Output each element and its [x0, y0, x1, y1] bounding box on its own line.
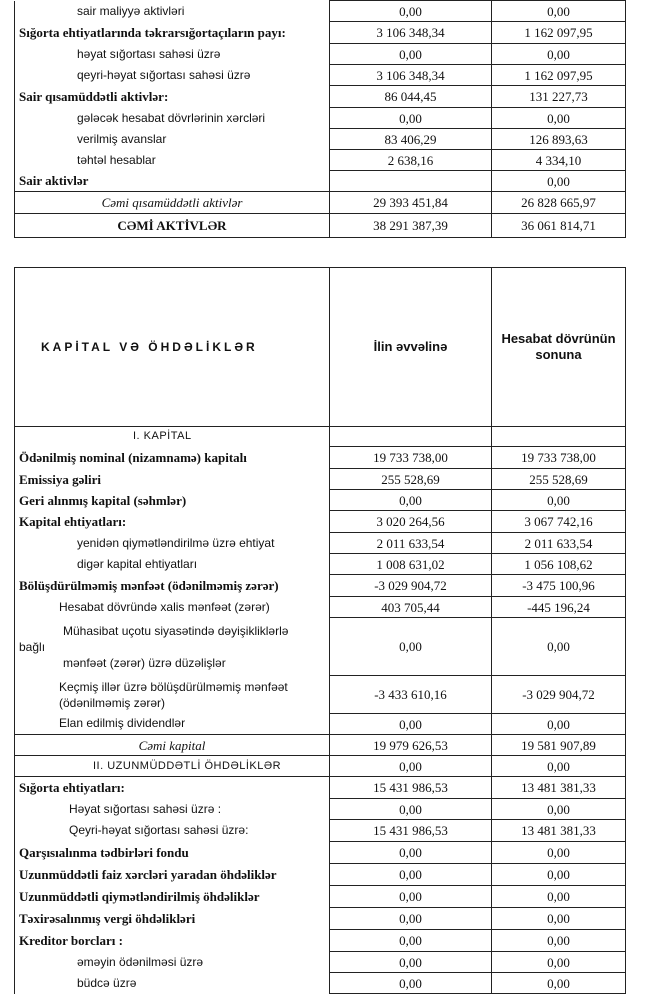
row-label: Sığorta ehtiyatları: — [15, 777, 330, 799]
row-label-line: bağlı — [19, 639, 46, 654]
value-end: -3 475 100,96 — [492, 575, 626, 597]
value-end: 0,00 — [492, 799, 626, 820]
value-end: 13 481 381,33 — [492, 820, 626, 842]
table-row — [15, 192, 626, 214]
row-label-line: Keçmiş illər üzrə bölüşdürülməmiş mənfəət — [59, 679, 288, 694]
value-begin: 3 020 264,56 — [330, 511, 492, 533]
value-begin: 0,00 — [330, 1, 492, 22]
table-row — [15, 490, 626, 511]
value-end: 126 893,63 — [492, 129, 626, 150]
value-end: 0,00 — [492, 490, 626, 511]
value-end: 0,00 — [492, 171, 626, 192]
value-begin: 15 431 986,53 — [330, 777, 492, 799]
value-end: 0,00 — [492, 1, 626, 22]
table-row — [15, 469, 626, 490]
value-begin: 403 705,44 — [330, 597, 492, 618]
table-row — [15, 554, 626, 575]
value-begin: 86 044,45 — [330, 86, 492, 108]
table-row — [15, 447, 626, 469]
table-header-row — [15, 268, 626, 427]
table-row — [15, 597, 626, 618]
table-row — [15, 511, 626, 533]
row-label: təhtəl hesablar — [15, 150, 330, 171]
row-label: Kapital ehtiyatları: — [15, 511, 330, 533]
table-header-title: KAPİTAL VƏ ÖHDƏLİKLƏR — [15, 268, 330, 427]
value-end: 0,00 — [492, 908, 626, 930]
value-end: 1 162 097,95 — [492, 22, 626, 44]
value-end: 3 067 742,16 — [492, 511, 626, 533]
value-begin: 0,00 — [330, 864, 492, 886]
value-end: 0,00 — [492, 108, 626, 129]
table-row — [15, 714, 626, 735]
table-row — [15, 842, 626, 864]
row-label: Uzunmüddətli faiz xərcləri yaradan öhdəliklər — [15, 864, 330, 886]
value-begin: 2 638,16 — [330, 150, 492, 171]
row-label: Elan edilmiş dividendlər — [15, 714, 330, 735]
row-label: Cəmi qısamüddətli aktivlər — [15, 192, 330, 214]
value-end: 19 733 738,00 — [492, 447, 626, 469]
row-label-line: mənfəət (zərər) üzrə düzəlişlər — [63, 655, 226, 670]
section-title-capital: I. KAPİTAL — [15, 427, 330, 447]
row-label: Təxirəsalınmış vergi öhdəlikləri — [15, 908, 330, 930]
row-label: CƏMİ AKTİVLƏR — [15, 214, 330, 238]
value-end: 0,00 — [492, 44, 626, 65]
section-row-capital — [15, 427, 626, 447]
table-row — [15, 22, 626, 44]
value-begin: 0,00 — [330, 44, 492, 65]
table-row — [15, 86, 626, 108]
value-begin: 15 431 986,53 — [330, 820, 492, 842]
table-row — [15, 65, 626, 86]
value-begin: 19 733 738,00 — [330, 447, 492, 469]
value-begin: 0,00 — [330, 756, 492, 777]
table-row — [15, 533, 626, 554]
value-end: 0,00 — [492, 886, 626, 908]
value-end: 0,00 — [492, 842, 626, 864]
row-label: qeyri-həyat sığortası sahəsi üzrə — [15, 65, 330, 86]
section-title-long-term: II. UZUNMÜDDƏTLİ ÖHDƏLİKLƏR — [15, 756, 330, 777]
value-end: 131 227,73 — [492, 86, 626, 108]
table-row — [15, 214, 626, 238]
value-begin: -3 029 904,72 — [330, 575, 492, 597]
value-begin: 0,00 — [330, 973, 492, 994]
table-row — [15, 1, 626, 22]
value-begin: 0,00 — [330, 799, 492, 820]
row-label: Qeyri-həyat sığortası sahəsi üzrə: — [15, 820, 330, 842]
row-label: Həyat sığortası sahəsi üzrə : — [15, 799, 330, 820]
row-label: Geri alınmış kapital (səhmlər) — [15, 490, 330, 511]
value-begin: 0,00 — [330, 842, 492, 864]
value-begin: 0,00 — [330, 886, 492, 908]
row-label: büdcə üzrə — [15, 973, 330, 994]
table-row — [15, 777, 626, 799]
column-header-begin: İlin əvvəlinə — [330, 268, 492, 427]
value-end: 13 481 381,33 — [492, 777, 626, 799]
row-label: həyat sığortası sahəsi üzrə — [15, 44, 330, 65]
value-begin: 0,00 — [330, 930, 492, 952]
value-begin: 38 291 387,39 — [330, 214, 492, 238]
value-begin: 255 528,69 — [330, 469, 492, 490]
value-end: 0,00 — [492, 973, 626, 994]
value-end: -3 029 904,72 — [492, 676, 626, 714]
row-label: Emissiya gəliri — [15, 469, 330, 490]
table-row — [15, 799, 626, 820]
row-label: verilmiş avanslar — [15, 129, 330, 150]
row-label-line: (ödənilməmiş zərər) — [59, 695, 166, 710]
value-begin: 0,00 — [330, 714, 492, 735]
value-begin: 1 008 631,02 — [330, 554, 492, 575]
row-label: Qarşısıalınma tədbirləri fondu — [15, 842, 330, 864]
value-begin: 83 406,29 — [330, 129, 492, 150]
value-end: 4 334,10 — [492, 150, 626, 171]
table-row — [15, 930, 626, 952]
value-end: 0,00 — [492, 864, 626, 886]
value-end: 0,00 — [492, 952, 626, 973]
value-begin: 0,00 — [330, 490, 492, 511]
row-label: Ödənilmiş nominal (nizamnamə) kapitalı — [15, 447, 330, 469]
table-row — [15, 618, 626, 676]
value-begin: 0,00 — [330, 908, 492, 930]
row-label: Uzunmüddətli qiymətləndirilmiş öhdəliklər — [15, 886, 330, 908]
row-label: Bölüşdürülməmiş mənfəət (ödənilməmiş zərər) — [15, 575, 330, 597]
table-row — [15, 820, 626, 842]
value-begin: 19 979 626,53 — [330, 735, 492, 756]
value-end: 26 828 665,97 — [492, 192, 626, 214]
value-end: 0,00 — [492, 618, 626, 676]
value-end: -445 196,24 — [492, 597, 626, 618]
row-label: digər kapital ehtiyatları — [15, 554, 330, 575]
value-begin — [330, 171, 492, 192]
table-row — [15, 150, 626, 171]
value-end: 2 011 633,54 — [492, 533, 626, 554]
row-label: Kreditor borcları : — [15, 930, 330, 952]
row-label: Sığorta ehtiyatlarında təkrarsığortaçıların payı: — [15, 22, 330, 44]
table-row — [15, 952, 626, 973]
table-row — [15, 735, 626, 756]
value-begin: 29 393 451,84 — [330, 192, 492, 214]
value-end: 0,00 — [492, 714, 626, 735]
row-label — [15, 676, 330, 714]
table-row — [15, 864, 626, 886]
value-begin: 0,00 — [330, 108, 492, 129]
row-label: sair maliyyə aktivləri — [15, 1, 330, 22]
row-label: gələcək hesabat dövrlərinin xərcləri — [15, 108, 330, 129]
row-label: Hesabat dövründə xalis mənfəət (zərər) — [15, 597, 330, 618]
table-row — [15, 108, 626, 129]
value-begin: 3 106 348,34 — [330, 22, 492, 44]
column-header-end: Hesabat dövrünün sonuna — [492, 268, 626, 427]
table-row — [15, 908, 626, 930]
table-row — [15, 171, 626, 192]
table-row — [15, 973, 626, 994]
value-end: 0,00 — [492, 756, 626, 777]
table-row — [15, 676, 626, 714]
value-end: 19 581 907,89 — [492, 735, 626, 756]
value-end: 255 528,69 — [492, 469, 626, 490]
value-end: 0,00 — [492, 930, 626, 952]
table-row — [15, 129, 626, 150]
row-label: Cəmi kapital — [15, 735, 330, 756]
row-label: Sair aktivlər — [15, 171, 330, 192]
capital-liabilities-table — [14, 267, 626, 994]
table-row — [15, 886, 626, 908]
row-label — [15, 618, 330, 676]
value-begin: -3 433 610,16 — [330, 676, 492, 714]
section-row-long-term — [15, 756, 626, 777]
row-label: Sair qısamüddətli aktivlər: — [15, 86, 330, 108]
table-row — [15, 44, 626, 65]
assets-table — [14, 0, 626, 238]
value-end: 1 162 097,95 — [492, 65, 626, 86]
value-end: 1 056 108,62 — [492, 554, 626, 575]
value-begin: 3 106 348,34 — [330, 65, 492, 86]
value-begin: 0,00 — [330, 618, 492, 676]
value-end: 36 061 814,71 — [492, 214, 626, 238]
row-label: əməyin ödənilməsi üzrə — [15, 952, 330, 973]
row-label: yenidən qiymətləndirilmə üzrə ehtiyat — [15, 533, 330, 554]
table-row — [15, 575, 626, 597]
value-begin: 0,00 — [330, 952, 492, 973]
value-begin: 2 011 633,54 — [330, 533, 492, 554]
row-label-line: Mühasibat uçotu siyasətində dəyişikliklərlə — [63, 623, 289, 638]
